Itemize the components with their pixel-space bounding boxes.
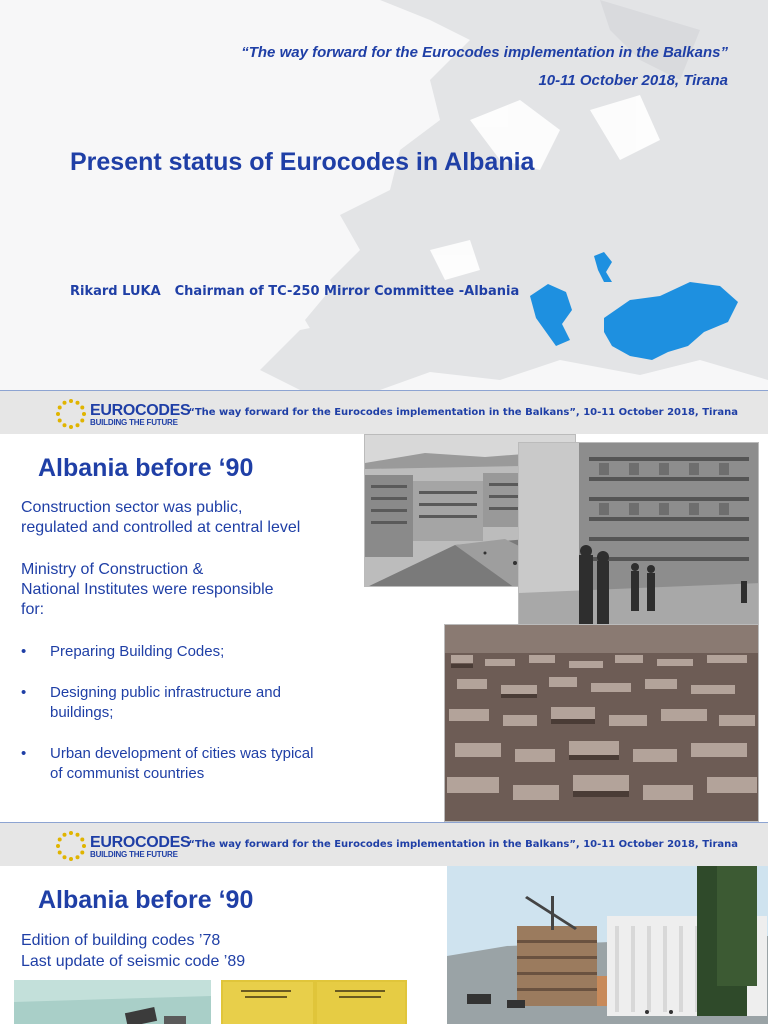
list-item-text: Urban development of cities was typical [50,745,314,762]
content-slide-2 [0,866,768,1024]
seismic-code-line: Last update of seismic code ’89 [21,953,246,970]
logo-subtitle: BUILDING THE FUTURE [90,850,178,859]
photo-aerial-city [444,624,759,822]
presentation-title: Present status of Eurocodes in Albania [70,148,535,176]
list-item-text: Designing public infrastructure and [50,684,281,701]
paragraph-construction-sector [21,498,300,538]
bullet-icon: • [21,745,27,762]
bullet-icon: • [21,684,27,701]
photo-construction-street [447,866,768,1024]
list-item [21,744,361,784]
author-line [70,284,519,299]
paragraph-line: for: [21,601,45,618]
content-slide-1 [0,434,768,824]
eu-stars-icon [54,829,88,863]
conference-quote: “The way forward for the Eurocodes implementation in the Balkans” [241,44,728,61]
list-item [21,642,361,662]
list-item-text: Preparing Building Codes; [50,643,225,660]
list-item-text: buildings; [50,704,114,721]
bullet-icon: • [21,643,27,660]
slide-title: Albania before ‘90 [38,886,254,914]
paragraph-line: regulated and controlled at central level [21,519,301,536]
photo-code-booklets [221,980,407,1024]
responsibilities-list [21,642,361,805]
eu-stars-icon [54,397,88,431]
slide-header-strip [0,822,768,866]
list-item [21,683,361,723]
author-name: Rikard LUKA [70,284,161,299]
logo-subtitle: BUILDING THE FUTURE [90,418,178,427]
eurocodes-logo [54,397,194,431]
photo-people-building [518,442,759,632]
header-conference-text: “The way forward for the Eurocodes implementation in the Balkans”, 10-11 October 2018, Tirana [188,407,738,418]
building-codes-line: Edition of building codes ’78 [21,932,221,949]
logo-title: EUROCODES [90,834,191,851]
slide-header-strip [0,390,768,434]
slide-title: Albania before ‘90 [38,454,254,482]
paragraph-line: Construction sector was public, [21,499,243,516]
logo-title: EUROCODES [90,402,191,419]
list-item-text: of communist countries [50,765,205,782]
header-conference-text: “The way forward for the Eurocodes implementation in the Balkans”, 10-11 October 2018, Tirana [188,839,738,850]
paragraph-line: National Institutes were responsible [21,581,274,598]
conference-date: 10-11 October 2018, Tirana [538,72,728,89]
photo-code-binder [14,980,211,1024]
paragraph-ministry [21,560,274,620]
paragraph-line: Ministry of Construction & [21,561,204,578]
title-slide [0,0,768,390]
eurocodes-logo [54,829,194,863]
author-role: Chairman of TC-250 Mirror Committee -Albania [174,284,520,299]
